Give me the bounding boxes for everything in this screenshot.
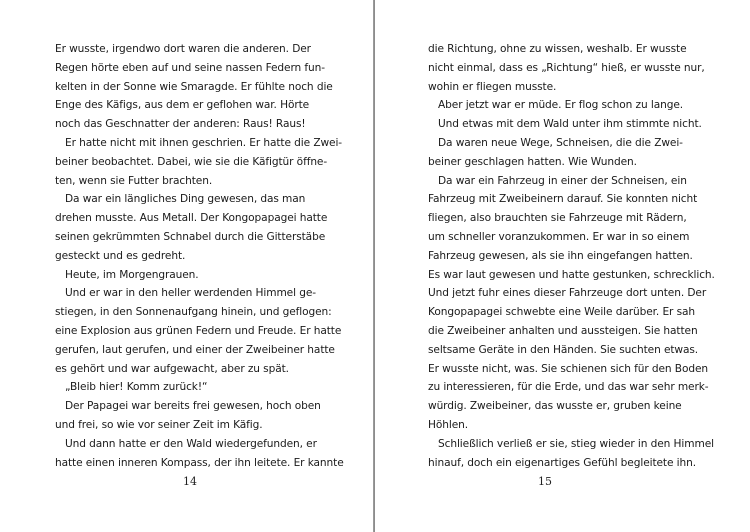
text-line: eine Explosion aus grünen Federn und Freude. Er hatte (55, 324, 342, 337)
left-page (0, 0, 374, 532)
text-line: stiegen, in den Sonnenaufgang hinein, und geflogen: (55, 306, 332, 319)
text-line: Und er war in den heller werdenden Himmel ge- (65, 287, 316, 300)
text-line: seltsame Geräte in den Händen. Sie suchten etwas. (428, 343, 699, 356)
text-line: Und jetzt fuhr eines dieser Fahrzeuge dort unten. Der (428, 287, 707, 300)
text-line: Heute, im Morgengrauen. (65, 268, 199, 281)
text-line: beiner geschlagen hatten. Wie Wunden. (428, 155, 637, 168)
text-line: gerufen, laut gerufen, und einer der Zweibeiner hatte (55, 343, 335, 356)
right-page-text (428, 40, 715, 472)
text-line: Er hatte nicht mit ihnen geschrien. Er hatte die Zwei- (65, 136, 343, 149)
text-line: die Richtung, ohne zu wissen, weshalb. Er wusste (428, 43, 687, 55)
text-line: Aber jetzt war er müde. Er flog schon zu lange. (438, 99, 684, 112)
right-page (375, 0, 749, 532)
text-line: Er wusste, irgendwo dort waren die anderen. Der (55, 43, 311, 55)
text-line: um schneller voranzukommen. Er war in so einem (428, 230, 690, 243)
left-page-text (55, 40, 344, 472)
text-line: würdig. Zweibeiner, das wusste er, gruben keine (428, 400, 682, 413)
text-line: Schließlich verließ er sie, stieg wieder in den Himmel (438, 437, 714, 450)
text-line: Enge des Käfigs, aus dem er geflohen war. Hörte (55, 99, 310, 112)
text-line: Fahrzeug gewesen, als sie ihn eingefangen hatten. (428, 249, 693, 262)
text-line: Er wusste nicht, was. Sie schienen sich für den Boden (428, 362, 709, 375)
text-line: beiner beobachtet. Dabei, wie sie die Käfigtür öffne- (55, 155, 328, 168)
text-line: kelten in der Sonne wie Smaragde. Er fühlte noch die (55, 80, 333, 93)
text-line: Der Papagei war bereits frei gewesen, hoch oben (65, 400, 321, 413)
text-line: Regen hörte eben auf und seine nassen Federn fun- (55, 61, 326, 74)
text-line: Und dann hatte er den Wald wiedergefunden, er (65, 437, 317, 450)
text-line: gesteckt und es gedreht. (55, 249, 186, 262)
text-line: hinauf, doch ein eigenartiges Gefühl begleitete ihn. (428, 456, 697, 469)
text-line: Höhlen. (428, 418, 469, 431)
text-line: Da war ein längliches Ding gewesen, das man (65, 193, 306, 206)
text-line: hatte einen inneren Kompass, der ihn leitete. Er kannte (55, 456, 344, 469)
text-line: Und etwas mit dem Wald unter ihm stimmte nicht. (438, 118, 702, 131)
text-line: Da war ein Fahrzeug in einer der Schneisen, ein (438, 174, 687, 187)
text-line: Fahrzeug mit Zweibeinern darauf. Sie konnten nicht (428, 193, 698, 206)
right-page-number: 15 (538, 475, 552, 488)
text-line: nicht einmal, dass es „Richtung“ hieß, er wusste nur, (428, 61, 705, 74)
text-line: drehen musste. Aus Metall. Der Kongopapagei hatte (55, 212, 328, 225)
text-line: „Bleib hier! Komm zurück!“ (65, 381, 208, 394)
text-line: Kongopapagei schwebte eine Weile darüber. Er sah (428, 306, 696, 319)
text-line: fliegen, also brauchten sie Fahrzeuge mit Rädern, (428, 212, 687, 225)
left-page-number: 14 (183, 475, 197, 488)
text-line: zu interessieren, für die Erde, und das war sehr merk- (428, 381, 709, 394)
text-line: ten, wenn sie Futter brachten. (55, 174, 213, 187)
text-line: Es war laut gewesen und hatte gestunken, schrecklich. (428, 268, 715, 281)
text-line: wohin er fliegen musste. (428, 80, 557, 93)
text-line: Da waren neue Wege, Schneisen, die die Zwei- (438, 136, 683, 149)
text-line: es gehört und war aufgewacht, aber zu spät. (55, 362, 289, 375)
text-line: die Zweibeiner anhalten und aussteigen. Sie hatten (428, 324, 698, 337)
text-line: und frei, so wie vor seiner Zeit im Käfig. (55, 418, 263, 431)
text-line: noch das Geschnatter der anderen: Raus! Raus! (55, 118, 306, 131)
text-line: seinen gekrümmten Schnabel durch die Gitterstäbe (55, 230, 326, 243)
